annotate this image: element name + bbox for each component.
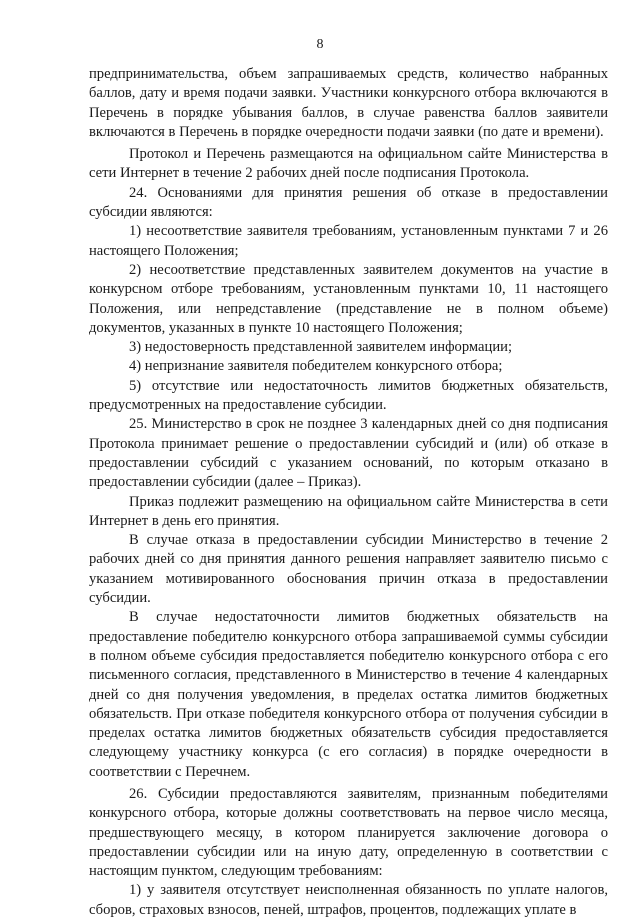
paragraph-24-refusal-grounds: 24. Основаниями для принятия решения об отказе в предоставлении субсидии являются:	[89, 184, 608, 221]
list-item-5: 5) отсутствие или недостаточность лимитов бюджетных обязательств, предусмотренных на предоставление субсидии.	[89, 377, 608, 414]
paragraph-continuation: предпринимательства, объем запрашиваемых средств, количество набранных баллов, дату и время подачи заявки. Участники конкурсного отбора включаются в Перечень в порядке убывания баллов, в случае равенства баллов заявители включаются в Перечень в порядке очередности подачи заявки (по дате и времени).	[89, 66, 608, 140]
list-item-2: 2) несоответствие представленных заявителем документов на участие в конкурсном отборе требованиям, установленным пунктами 10, 11 настоящего Положения, или непредставление (представление не в полном объеме) документов, указанных в пункте 10 настоящего Положения;	[89, 261, 608, 336]
paragraph-25-ministry-decision: 25. Министерство в срок не позднее 3 календарных дней со дня подписания Протокола принимает решение о предоставлении субсидий и (или) об отказе в предоставлении субсидий с указанием оснований, по которым отказано в предоставлении субсидии (далее – Приказ).	[89, 416, 608, 491]
list-item-1: 1) несоответствие заявителя требованиям, установленным пунктами 7 и 26 настоящего Положения;	[89, 223, 608, 259]
paragraph-order-publication: Приказ подлежит размещению на официальном сайте Министерства в сети Интернет в день его принятия.	[89, 493, 608, 529]
paragraph-protocol-publication: Протокол и Перечень размещаются на официальном сайте Министерства в сети Интернет в течение 2 рабочих дней после подписания Протокола.	[89, 146, 608, 182]
paragraph-26-subsidy-requirements: 26. Субсидии предоставляются заявителям, признанным победителями конкурсного отбора, которые должны соответствовать на первое число месяца, предшествующего месяцу, в котором планируется заключение договора о предоставлении субсидии или на иную дату, определенную в соответствии с настоящим пунктом, следующим требованиям:	[89, 785, 608, 880]
paragraph-refusal-letter: В случае отказа в предоставлении субсидии Министерство в течение 2 рабочих дней со дня принятия данного решения направляет заявителю письмо с указанием мотивированного обоснования причин отказа в предоставлении субсидии.	[89, 532, 608, 607]
list-item-4: 4) непризнание заявителя победителем конкурсного отбора;	[129, 358, 503, 375]
list-item-3: 3) недостоверность представленной заявителем информации;	[129, 339, 513, 356]
document-body	[89, 65, 608, 920]
paragraph-insufficient-limits: В случае недостаточности лимитов бюджетных обязательств на предоставление победителю конкурсного отбора запрашиваемой суммы субсидии в полном объеме субсидия предоставляется победителю конкурсного отбора с его письменного согласия, представленного в Министерство в течение 4 календарных дней со дня получения уведомления, в пределах остатка лимитов бюджетных обязательств. При отказе победителя конкурсного отбора от получения субсидии в пределах остатка лимитов бюджетных обязательств субсидия предоставляется следующему участнику конкурса (с его согласия) в порядке очередности в соответствии с Перечнем.	[89, 609, 608, 780]
page-number: 8	[316, 37, 324, 52]
list-item-26-1: 1) у заявителя отсутствует неисполненная обязанность по уплате налогов, сборов, страховых взносов, пеней, штрафов, процентов, подлежащих уплате в	[89, 882, 608, 918]
